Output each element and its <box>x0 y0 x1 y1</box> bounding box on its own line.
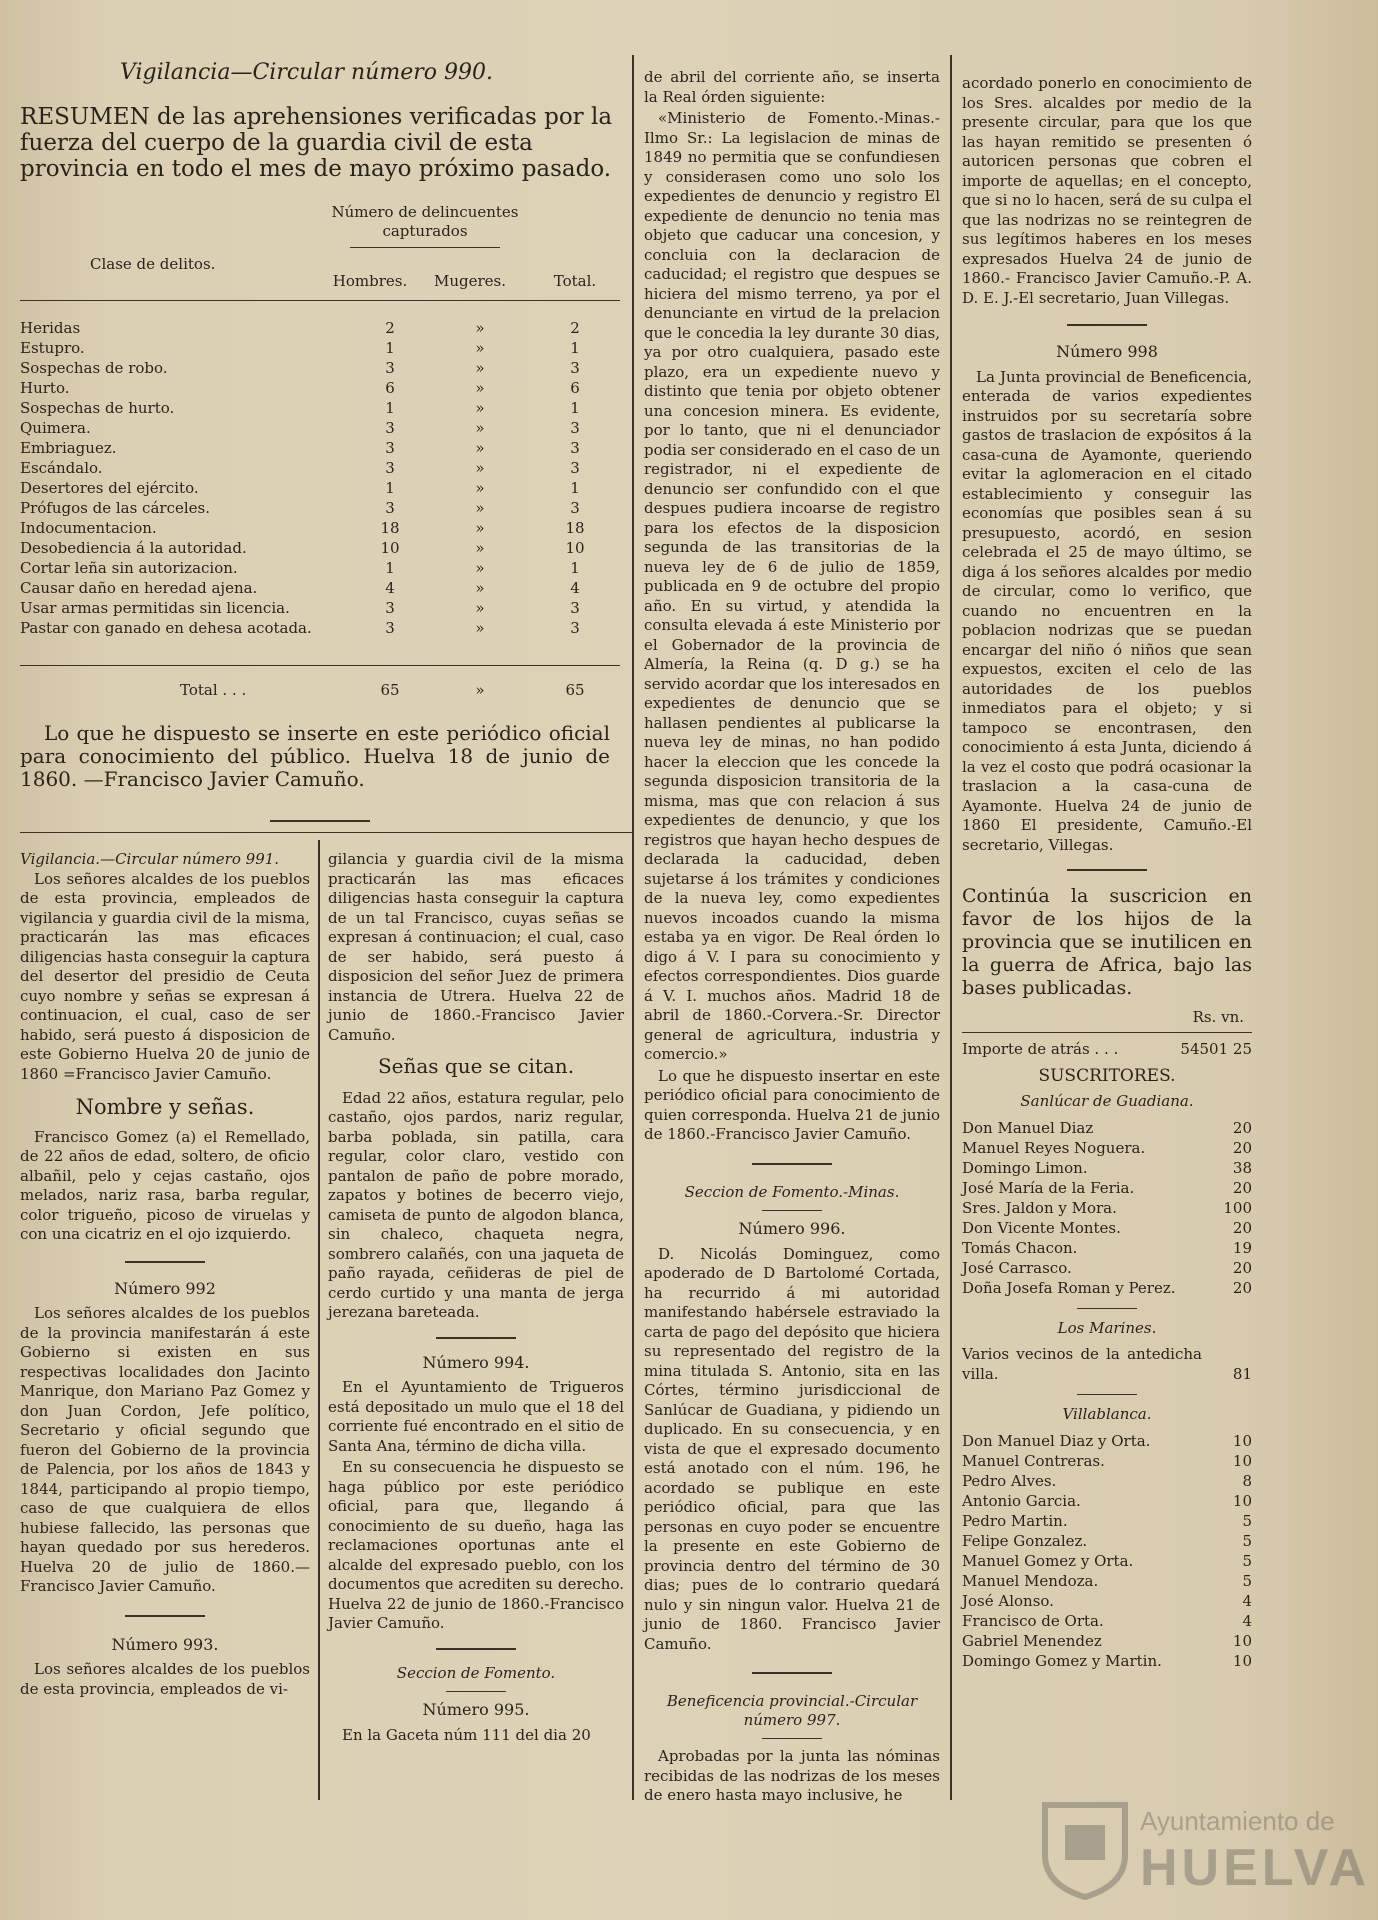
col-class-header: Clase de delitos. <box>90 255 216 273</box>
mugeres-cell: » <box>475 579 485 597</box>
subscriber-name: Manuel Gomez y Orta. <box>962 1551 1134 1570</box>
subscriber-amount: 20 <box>1232 1218 1252 1237</box>
crime-type: Prófugos de las cárceles. <box>20 499 210 517</box>
subscriber-name: Don Vicente Montes. <box>962 1218 1121 1237</box>
subscriber-row <box>962 1138 1252 1158</box>
table-row <box>20 458 620 478</box>
shield-icon <box>1040 1800 1130 1900</box>
c998-text: La Junta provincial de Beneficencia, enterada de varios expedientes instruidos por su secretaría sobre gastos de traslacion de expósitos á la casa-cuna de Ayamonte, queriendo evitar la aglomeracion en el citado establecimiento y conseguir las economías que posibles sean á su presupuesto, acordó, en sesion celebrada el 25 de mayo último, se diga á los señores alcaldes por medio de circular, como lo verifico, que cuando no encuentren en la poblacion nodrizas que se puedan encargar del niño ó niños que sean expuestos, exciten el celo de las autoridades de los pueblos inmediatos para el objeto; y si tampoco se encontrasen, den conocimiento á esta Junta, diciendo á la vez el costo que podrá ocasionar la traslacion a la casa-cuna de Ayamonte. Huelva 24 de junio de 1860 El presidente, Camuño.-El secretario, Villegas. <box>962 367 1252 854</box>
table-row <box>20 518 620 538</box>
c993-continuation: gilancia y guardia civil de la misma practicarán las mas eficaces diligencias hasta conseguir la captura de un tal Francisco, cuyas señas se expresan á continuacion; el cual, caso de ser habido, será puesto á disposicion del señor Juez de primera instancia de Utrera. Huelva 22 de junio de 1860.-Francisco Javier Camuño. <box>328 850 624 1044</box>
crime-type: Quimera. <box>20 419 91 437</box>
subscriber-row <box>962 1531 1252 1551</box>
subscriber-amount: 4 <box>1242 1611 1252 1630</box>
crime-type: Desertores del ejército. <box>20 479 199 497</box>
subscriber-row <box>962 1258 1252 1278</box>
minas-caption: Seccion de Fomento.-Minas. <box>684 1182 900 1201</box>
mugeres-cell: » <box>475 459 485 477</box>
subscriber-amount: 20 <box>1232 1178 1252 1197</box>
subscriber-name: Domingo Gomez y Martin. <box>962 1651 1162 1670</box>
column-1 <box>20 850 310 1701</box>
subscriber-row <box>962 1651 1252 1671</box>
subscriber-row <box>962 1218 1252 1238</box>
gaceta-intro: de abril del corriente año, se inserta la Real órden siguiente: <box>644 68 940 106</box>
table-row <box>20 378 620 398</box>
group-marines: Los Marines. <box>1057 1318 1157 1337</box>
c991-caption: Vigilancia.—Circular número 991. <box>20 850 280 868</box>
mugeres-cell: » <box>475 479 485 497</box>
mugeres-cell: » <box>475 539 485 557</box>
subscriber-name: José Carrasco. <box>962 1258 1072 1277</box>
hombres-cell: 2 <box>385 319 395 337</box>
list-sanlucar <box>962 1118 1252 1298</box>
table-row <box>20 578 620 598</box>
subscriber-amount: 10 <box>1232 1491 1252 1510</box>
c993-number: Número 993. <box>111 1634 219 1654</box>
crime-type: Escándalo. <box>20 459 103 477</box>
subscriber-amount: 38 <box>1232 1158 1252 1177</box>
col-group-header: Número de delincuentes capturados <box>331 203 519 240</box>
subscriber-amount: 5 <box>1242 1571 1252 1590</box>
subscriber-amount: 5 <box>1242 1511 1252 1530</box>
c991-text: Los señores alcaldes de los pueblos de esta provincia, empleados de vigilancia y guardia civil de la misma, practicarán las mas eficaces diligencias hasta conseguir la captura del desertor del presidio de Ceuta cuyo nombre y señas se expresan á continuacion, el cual, caso de ser habido, será puesto á disposicion de este Gobierno Huelva 20 de junio de 1860 =Francisco Javier Camuño. <box>20 869 310 1083</box>
c997-text: Aprobadas por la junta las nóminas recibidas de las nodrizas de los meses de enero hasta mayo inclusive, he <box>644 1747 940 1804</box>
table-row <box>20 558 620 578</box>
subscriber-row <box>962 1238 1252 1258</box>
ornament-rule <box>270 820 370 822</box>
resumen-title: RESUMEN de las aprehensiones verificadas por la fuerza del cuerpo de la guardia civil de esta provincia en todo el mes de mayo próximo pasado. <box>20 104 613 182</box>
total-hombres: 65 <box>380 681 400 699</box>
crime-type: Desobediencia á la autoridad. <box>20 539 247 557</box>
subscriber-amount: 20 <box>1232 1138 1252 1157</box>
mugeres-cell: » <box>475 519 485 537</box>
crime-type: Causar daño en heredad ajena. <box>20 579 258 597</box>
total-cell: 1 <box>570 339 580 357</box>
senas-text: Edad 22 años, estatura regular, pelo castaño, ojos pardos, nariz regular, barba poblada, sin patilla, cara regular, color claro, vestido con pantalon de paño de pobre morado, zapatos y botines de becerro viejo, camiseta de punto de algodon blanca, sin chaleco, chaqueta negra, sombrero calañés, con una jaqueta de paño rayada, ceñideras de piel de cerdo curtido y una manta de jerga jerezana bareteada. <box>328 1088 624 1321</box>
real-orden-text: «Ministerio de Fomento.-Minas.- Ilmo Sr.: La legislacion de minas de 1849 no permitia que se confundiesen y considerasen como uno solo los expedientes de denuncio y registro El expediente de denuncio no tenia mas objeto que caducar una concesion, y concluia con la declaracion de caducidad; el registro que despues se hiciera del mismo terreno, ya por el denunciante en virtud de la prelacion que le concedia la ley durante 30 dias, ya por otro cualquiera, pasado este plazo, era un expediente nuevo y distinto que tenia por objeto obtener una concesion minera. Es evidente, por lo tanto, que ni el denunciador podia ser considerado en el caso de un registrador, ni el expediente de denuncio ser confundido con el que despues pudiera incoarse de registro para los efectos de la disposicion segunda de las transitorias de la nueva ley de 6 de julio de 1859, publicada en 9 de octubre del propio año. En su virtud, y atendida la consulta elevada á este Ministerio por el Gobernador de la provincia de Almería, la Reina (q. D g.) se ha servido acordar que los interesados en expedientes de denuncio que se hallasen pendientes al publicarse la nueva ley de minas, no han podido hacer la eleccion que les concede la segunda disposicion transitoria de la misma, mas que con relacion á sus expedientes de denuncio, y que los registros que hayan hecho despues de declarada la caducidad, deben sujetarse á los trámites y condiciones de la nueva ley, como expedientes nuevos incoados cuando la misma estaba ya en vigor. De Real órden lo digo á V. I para su conocimiento y efectos correspondientes. Dios guarde á V. I. muchos años. Madrid 18 de abril de 1860.-Corvera.-Sr. Director general de agricultura, industria y comercio.» <box>644 109 940 1063</box>
watermark-line2: HUELVA <box>1140 1839 1371 1897</box>
column-2 <box>328 850 624 1747</box>
total-cell: 3 <box>570 359 580 377</box>
subscriber-name: Tomás Chacon. <box>962 1238 1078 1257</box>
mugeres-cell: » <box>475 559 485 577</box>
suscritores-heading: SUSCRITORES. <box>1038 1065 1176 1086</box>
divider <box>762 1210 822 1211</box>
hombres-cell: 3 <box>385 599 395 617</box>
total-cell: 3 <box>570 439 580 457</box>
subscriber-amount: 20 <box>1232 1278 1252 1297</box>
total-cell: 1 <box>570 479 580 497</box>
table-top-rule <box>20 300 620 301</box>
subscriber-row <box>962 1551 1252 1571</box>
column-3 <box>644 68 940 1808</box>
mugeres-cell: » <box>475 499 485 517</box>
divider <box>436 1648 516 1650</box>
subscriber-name: Pedro Martin. <box>962 1511 1068 1530</box>
subscriber-name: Sres. Jaldon y Mora. <box>962 1198 1117 1217</box>
subscriber-row <box>962 1178 1252 1198</box>
table-row <box>20 318 620 338</box>
subscriber-row <box>962 1158 1252 1178</box>
divider <box>1077 1308 1137 1309</box>
divider <box>752 1163 832 1165</box>
column-4 <box>962 74 1252 1671</box>
c998-number: Número 998 <box>1056 342 1158 361</box>
c994-text-2: En su consecuencia he dispuesto se haga público por este periódico oficial, para que, llegando á conocimiento de su dueño, haga las reclamaciones oportunas ante el alcalde del expresado pueblo, con los documentos que acrediten su derecho. Huelva 22 de junio de 1860.-Francisco Javier Camuño. <box>328 1458 624 1632</box>
divider <box>1067 869 1147 871</box>
table-row <box>20 418 620 438</box>
subscriber-name: Domingo Limon. <box>962 1158 1088 1177</box>
subscriber-row <box>962 1278 1252 1298</box>
c997-continuation: acordado ponerlo en conocimiento de los Sres. alcaldes por medio de la presente circular, para que los que las hayan remitido se presenten ó autoricen personas que cobren el importe de aquellas; en el concepto, que si no lo hacen, será de su culpa el que las nodrizas no se reintegren de sus legítimos haberes en los meses expresados Huelva 24 de junio de 1860.- Francisco Javier Camuño.-P. A. D. E. J.-El secretario, Juan Villegas. <box>962 74 1252 307</box>
importe-row <box>962 1039 1252 1059</box>
section-rule <box>20 832 632 833</box>
column-rule <box>950 55 952 1800</box>
subscriber-name: Varios vecinos de la antedicha villa. <box>962 1345 1202 1383</box>
divider <box>125 1615 205 1617</box>
crime-type: Embriaguez. <box>20 439 117 457</box>
crime-type: Sospechas de robo. <box>20 359 168 377</box>
col-total-header: Total. <box>553 272 597 290</box>
subscriber-row <box>962 1198 1252 1218</box>
crime-type: Indocumentacion. <box>20 519 157 537</box>
subscriber-name: José María de la Feria. <box>962 1178 1135 1197</box>
total-cell: 1 <box>570 559 580 577</box>
watermark-line1: Ayuntamiento de <box>1140 1806 1335 1836</box>
page-marker: Vigilancia—Circular número 990. <box>120 60 493 85</box>
fomento-caption: Seccion de Fomento. <box>396 1663 556 1682</box>
subscriber-row <box>962 1491 1252 1511</box>
table-row <box>20 498 620 518</box>
total-cell: 3 <box>570 459 580 477</box>
total-cell: 3 <box>570 619 580 637</box>
divider <box>762 1738 822 1739</box>
col-mugeres-header: Mugeres. <box>433 272 506 290</box>
subscriber-amount: 8 <box>1242 1471 1252 1490</box>
subscriber-name: Don Manuel Diaz <box>962 1118 1094 1137</box>
table-row <box>20 358 620 378</box>
real-orden-closing: Lo que he dispuesto insertar en este periódico oficial para conocimiento de quien corresponda. Huelva 21 de junio de 1860.-Francisco Javier Camuño. <box>644 1066 940 1143</box>
total-cell: 4 <box>570 579 580 597</box>
hombres-cell: 3 <box>385 499 395 517</box>
divider <box>752 1672 832 1674</box>
c996-text: D. Nicolás Dominguez, como apoderado de D Bartolomé Cortada, ha recurrido á mi autoridad manifestando habérsele estraviado la carta de pago del depósito que hiciera su representado del registro de la mina titulada S. Antonio, sita en las Córtes, término jurisdiccional de Sanlúcar de Guadiana, y pidiendo un duplicado. En su consecuencia, y en vista de que el expresado documento está anotado con el núm. 196, he acordado se publique en este periódico oficial, para que las personas en cuyo poder se encuentre la presente en este Gobierno de provincia dentro del término de 30 dias; pues de lo contrario quedará nulo y sin ningun valor. Huelva 21 de junio de 1860. Francisco Javier Camuño. <box>644 1244 940 1653</box>
subscriber-name: Francisco de Orta. <box>962 1611 1104 1630</box>
subscriber-name: Felipe Gonzalez. <box>962 1531 1088 1550</box>
mugeres-cell: » <box>475 419 485 437</box>
subscriber-row <box>962 1451 1252 1471</box>
importe-value: 54501 25 <box>1180 1039 1252 1058</box>
mugeres-cell: » <box>475 619 485 637</box>
total-label: Total . . . <box>180 681 247 699</box>
table-bottom-rule <box>20 665 620 666</box>
mugeres-cell: » <box>475 319 485 337</box>
subscriber-amount: 5 <box>1242 1551 1252 1570</box>
subscriber-row <box>962 1611 1252 1631</box>
hombres-cell: 4 <box>385 579 395 597</box>
subscriber-name: José Alonso. <box>962 1591 1054 1610</box>
subscriber-row <box>962 1344 1252 1384</box>
c991-subhead: Nombre y señas. <box>75 1095 255 1119</box>
col-hombres-header: Hombres. <box>332 272 408 290</box>
subscriber-row <box>962 1591 1252 1611</box>
total-cell: 2 <box>570 319 580 337</box>
total-mugeres: » <box>475 681 485 699</box>
subscriber-name: Manuel Contreras. <box>962 1451 1105 1470</box>
crime-type: Usar armas permitidas sin licencia. <box>20 599 290 617</box>
subscriber-name: Pedro Alves. <box>962 1471 1057 1490</box>
hombres-cell: 6 <box>385 379 395 397</box>
divider <box>1077 1394 1137 1395</box>
crimes-table <box>20 318 620 638</box>
reales-vellon-label: Rs. vn. <box>1192 1008 1244 1026</box>
subscriber-row <box>962 1471 1252 1491</box>
hombres-cell: 3 <box>385 439 395 457</box>
table-row <box>20 478 620 498</box>
crime-type: Sospechas de hurto. <box>20 399 175 417</box>
hombres-cell: 1 <box>385 399 395 417</box>
mugeres-cell: » <box>475 599 485 617</box>
c996-number: Número 996. <box>738 1219 846 1238</box>
crime-type: Pastar con ganado en dehesa acotada. <box>20 619 312 637</box>
divider <box>446 1691 506 1692</box>
total-cell: 3 <box>570 599 580 617</box>
subscriber-amount: 20 <box>1232 1258 1252 1277</box>
subscriber-name: Doña Josefa Roman y Perez. <box>962 1278 1176 1297</box>
divider <box>436 1337 516 1339</box>
subscriber-amount: 5 <box>1242 1531 1252 1550</box>
table-row <box>20 438 620 458</box>
subscriber-amount: 4 <box>1242 1591 1252 1610</box>
table-row <box>20 618 620 638</box>
hombres-cell: 18 <box>380 519 400 537</box>
total-cell: 3 <box>570 499 580 517</box>
subscriber-row <box>962 1431 1252 1451</box>
c995-number: Número 995. <box>422 1700 530 1719</box>
c995-text: En la Gaceta núm 111 del dia 20 <box>342 1725 591 1744</box>
importe-label: Importe de atrás . . . <box>962 1039 1119 1058</box>
subscriber-name: Manuel Reyes Noguera. <box>962 1138 1146 1157</box>
total-cell: 6 <box>570 379 580 397</box>
subscriber-amount: 10 <box>1232 1451 1252 1470</box>
subscriber-amount: 10 <box>1232 1431 1252 1450</box>
list-villablanca <box>962 1431 1252 1671</box>
subscriber-name: Don Manuel Diaz y Orta. <box>962 1431 1151 1450</box>
c993-text: Los señores alcaldes de los pueblos de esta provincia, empleados de vi- <box>20 1660 310 1698</box>
crime-type: Heridas <box>20 319 81 337</box>
hombres-cell: 1 <box>385 339 395 357</box>
divider <box>1067 324 1147 326</box>
mugeres-cell: » <box>475 359 485 377</box>
subscriber-name: Antonio Garcia. <box>962 1491 1081 1510</box>
total-cell: 18 <box>565 519 585 537</box>
hombres-cell: 3 <box>385 459 395 477</box>
crime-type: Hurto. <box>20 379 70 397</box>
subscriber-row <box>962 1511 1252 1531</box>
crime-type: Cortar leña sin autorizacion. <box>20 559 238 577</box>
table-row <box>20 598 620 618</box>
group-sanlucar: Sanlúcar de Guadiana. <box>1020 1092 1194 1110</box>
header-divider <box>350 247 500 248</box>
hombres-cell: 3 <box>385 619 395 637</box>
beneficencia-caption: Beneficencia provincial.-Circular número 997. <box>666 1692 918 1729</box>
watermark <box>1040 1800 1371 1900</box>
hombres-cell: 1 <box>385 479 395 497</box>
table-row <box>20 538 620 558</box>
totals-row <box>20 680 620 700</box>
resumen-closing: Lo que he dispuesto se inserte en este periódico oficial para conocimiento del público. Huelva 18 de junio de 1860. —Francisco Javier Camuño. <box>20 721 610 791</box>
subscriber-row <box>962 1571 1252 1591</box>
list-marines <box>962 1344 1252 1384</box>
mugeres-cell: » <box>475 379 485 397</box>
suscricion-heading: Continúa la suscricion en favor de los hijos de la provincia que se inutilicen en la guerra de Africa, bajo las bases publicadas. <box>962 885 1252 999</box>
divider <box>125 1261 205 1263</box>
hombres-cell: 3 <box>385 359 395 377</box>
mugeres-cell: » <box>475 439 485 457</box>
mugeres-cell: » <box>475 399 485 417</box>
hombres-cell: 1 <box>385 559 395 577</box>
divider <box>962 1032 1252 1033</box>
c994-text-1: En el Ayuntamiento de Trigueros está depositado un mulo que el 18 del corriente fué encontrado en el sitio de Santa Ana, término de dicha villa. <box>328 1378 624 1455</box>
subscriber-name: Gabriel Menendez <box>962 1631 1102 1650</box>
subscriber-row <box>962 1631 1252 1651</box>
senas-subhead: Señas que se citan. <box>377 1054 575 1078</box>
c994-number: Número 994. <box>422 1352 530 1372</box>
total-cell: 10 <box>565 539 585 557</box>
subscriber-amount: 20 <box>1232 1118 1252 1137</box>
group-villablanca: Villablanca. <box>1062 1405 1152 1423</box>
hombres-cell: 3 <box>385 419 395 437</box>
subscriber-name: Manuel Mendoza. <box>962 1571 1099 1590</box>
subscriber-amount: 10 <box>1232 1651 1252 1670</box>
c991-description: Francisco Gomez (a) el Remellado, de 22 años de edad, soltero, de oficio albañil, pelo y cejas castaño, ojos melados, nariz rasa, barba regular, color trigueño, picoso de viruelas y con una cicatriz en el ojo izquierdo. <box>20 1127 310 1243</box>
subscriber-amount: 10 <box>1232 1631 1252 1650</box>
crime-type: Estupro. <box>20 339 85 357</box>
hombres-cell: 10 <box>380 539 400 557</box>
table-row <box>20 398 620 418</box>
total-cell: 3 <box>570 419 580 437</box>
total-cell: 1 <box>570 399 580 417</box>
column-rule <box>632 55 634 1800</box>
subscriber-row <box>962 1118 1252 1138</box>
c992-text: Los señores alcaldes de los pueblos de la provincia manifestarán á este Gobierno si existen en sus respectivas localidades don Jacinto Manrique, don Mariano Paz Gomez y don Juan Cordon, Jefe político, Secretario y oficial segundo que fueron del Gobierno de la provincia de Palencia, por los años de 1843 y 1844, participando al propio tiempo, caso de que cualquiera de ellos hubiese fallecido, las personas que hayan quedado por sus herederos. Huelva 20 de julio de 1860.—Francisco Javier Camuño. <box>20 1304 310 1595</box>
subscriber-amount: 100 <box>1223 1198 1252 1217</box>
subscriber-amount: 19 <box>1232 1238 1252 1257</box>
subscriber-amount: 81 <box>1232 1365 1252 1383</box>
table-row <box>20 338 620 358</box>
column-rule <box>318 840 320 1800</box>
total-total: 65 <box>565 681 585 699</box>
mugeres-cell: » <box>475 339 485 357</box>
c992-number: Número 992 <box>114 1278 216 1298</box>
